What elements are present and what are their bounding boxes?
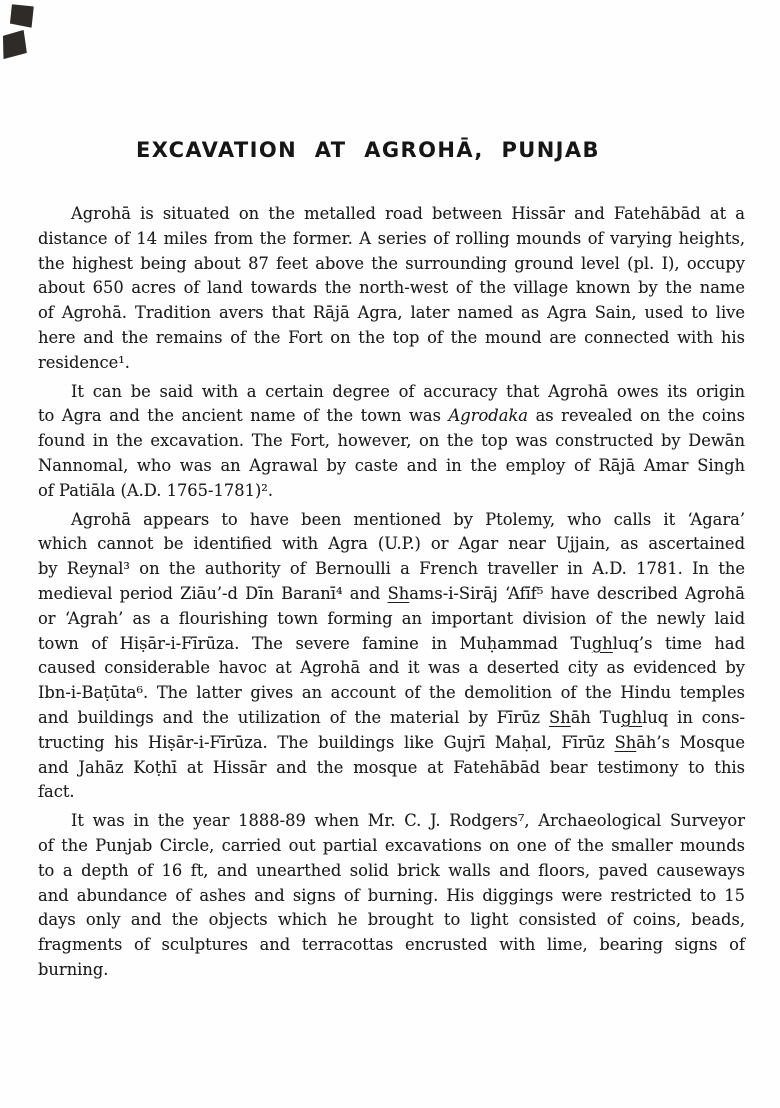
- text-line: [38, 933, 745, 983]
- text-run: here and the remains of the Fort on the top of the mound are connected with his: [38, 327, 745, 347]
- text-line: [38, 404, 745, 429]
- text-run: days only and the objects which he brought to light consisted of coins, beads,: [38, 910, 745, 930]
- text-run: Ibn-i-Baṭūta⁶. The latter gives an account of the demolition of the Hindu temples: [38, 683, 745, 703]
- text-line: [38, 582, 745, 607]
- italic-text: Agrodaka: [448, 406, 529, 426]
- text-run: or ‘Agrah’ as a flourishing town forming an important division of the newly laid: [38, 608, 745, 628]
- text-run: about 650 acres of land towards the north-west of the village known by the name: [38, 278, 745, 298]
- text-run: to a depth of 16 ft, and unearthed solid brick walls and floors, paved causeways: [38, 860, 745, 880]
- text-line: [38, 607, 745, 632]
- text-line: [38, 252, 745, 277]
- text-line: [38, 454, 745, 479]
- paragraph: [38, 380, 745, 504]
- text-run: It can be said with a certain degree of accuracy that Agrohā owes its origin: [71, 381, 745, 401]
- text-line: [38, 632, 745, 657]
- text-run: Agrohā is situated on the metalled road between Hissār and Fatehābād at a: [71, 204, 745, 223]
- text-run: medieval period Ziāu’-d Dīn Baranī⁴ and: [38, 583, 388, 603]
- text-line: [38, 834, 745, 859]
- text-run: caused considerable havoc at Agrohā and it was a deserted city as evidenced by: [38, 658, 745, 678]
- text-run: of Agrohā. Tradition avers that Rājā Agra, later named as Agra Sain, used to live: [38, 303, 745, 323]
- underlined-text: Sh: [614, 732, 637, 752]
- text-line: [38, 351, 745, 376]
- text-run: ams-i-Sirāj ‘Afīf⁵ have described Agrohā: [409, 583, 745, 603]
- text-run: and abundance of ashes and signs of burning. His diggings were restricted to 15: [38, 885, 745, 905]
- text-line: [38, 429, 745, 454]
- text-run: luq’s time had: [612, 633, 745, 653]
- text-run: fact.: [38, 782, 75, 802]
- text-line: [38, 227, 745, 252]
- text-run: the highest being about 87 feet above the surrounding ground level (pl. I), occupy: [38, 253, 745, 273]
- text-line: [38, 706, 745, 731]
- text-run: āh Tu: [570, 707, 622, 727]
- text-line: [38, 508, 745, 533]
- underlined-text: gh: [591, 633, 613, 653]
- text-run: of Patiāla (A.D. 1765-1781)².: [38, 480, 274, 500]
- body-paragraphs: [38, 202, 745, 983]
- underlined-text: Sh: [387, 583, 410, 603]
- text-line: [38, 756, 745, 781]
- paragraph: [38, 809, 745, 983]
- underlined-text: Sh: [549, 707, 571, 727]
- text-run: and buildings and the utilization of the material by Fīrūz: [38, 707, 550, 727]
- text-run: distance of 14 miles from the former. A series of rolling mounds of varying heights,: [38, 228, 745, 248]
- text-run: found in the excavation. The Fort, however, on the top was constructed by Dewān: [38, 431, 745, 451]
- paragraph: [38, 202, 745, 376]
- text-line: [38, 276, 745, 301]
- text-line: [38, 656, 745, 681]
- text-run: and Jahāz Koṭhī at Hissār and the mosque at Fatehābād bear testimony to this: [38, 757, 745, 777]
- underlined-text: gh: [621, 707, 643, 727]
- text-run: of the Punjab Circle, carried out partial excavations on one of the smaller mounds: [38, 835, 745, 855]
- text-line: [38, 809, 745, 834]
- text-line: [38, 532, 745, 557]
- text-run: luq in cons-: [642, 707, 746, 727]
- text-run: town of Hiṣār-i-Fīrūza. The severe famine in Muḥammad Tu: [38, 633, 592, 653]
- text-line: [38, 301, 745, 326]
- text-run: residence¹.: [38, 352, 130, 372]
- text-run: as revealed on the coins: [528, 406, 745, 426]
- text-line: [38, 479, 745, 504]
- text-run: by Reynal³ on the authority of Bernoulli a French traveller in A.D. 1781. In the: [38, 559, 745, 579]
- text-line: [38, 731, 745, 756]
- text-line: [38, 681, 745, 706]
- text-run: āh’s Mosque: [636, 732, 745, 752]
- text-line: [38, 557, 745, 582]
- text-line: [38, 380, 745, 405]
- text-line: [38, 780, 745, 805]
- text-line: [38, 859, 745, 884]
- text-run: It was in the year 1888-89 when Mr. C. J. Rodgers⁷, Archaeological Surveyor: [71, 811, 745, 831]
- text-line: [38, 202, 745, 227]
- text-run: Agrohā appears to have been mentioned by Ptolemy, who calls it ‘Agara’: [71, 509, 745, 529]
- paragraph: [38, 508, 745, 806]
- text-run: Nannomal, who was an Agrawal by caste and in the employ of Rājā Amar Singh: [38, 455, 745, 475]
- text-line: [38, 326, 745, 351]
- text-run: fragments of sculptures and terracottas encrusted with lime, bearing signs of burning.: [38, 935, 745, 979]
- text-run: tructing his Hiṣār-i-Fīrūza. The buildings like Gujrī Maḥal, Fīrūz: [38, 732, 615, 752]
- text-line: [38, 884, 745, 909]
- text-run: which cannot be identified with Agra (U.P.) or Agar near Ujjain, as ascertained: [38, 534, 745, 554]
- page-title: EXCAVATION AT AGROHĀ, PUNJAB: [136, 138, 600, 162]
- text-run: to Agra and the ancient name of the town was: [38, 406, 449, 426]
- text-line: [38, 908, 745, 933]
